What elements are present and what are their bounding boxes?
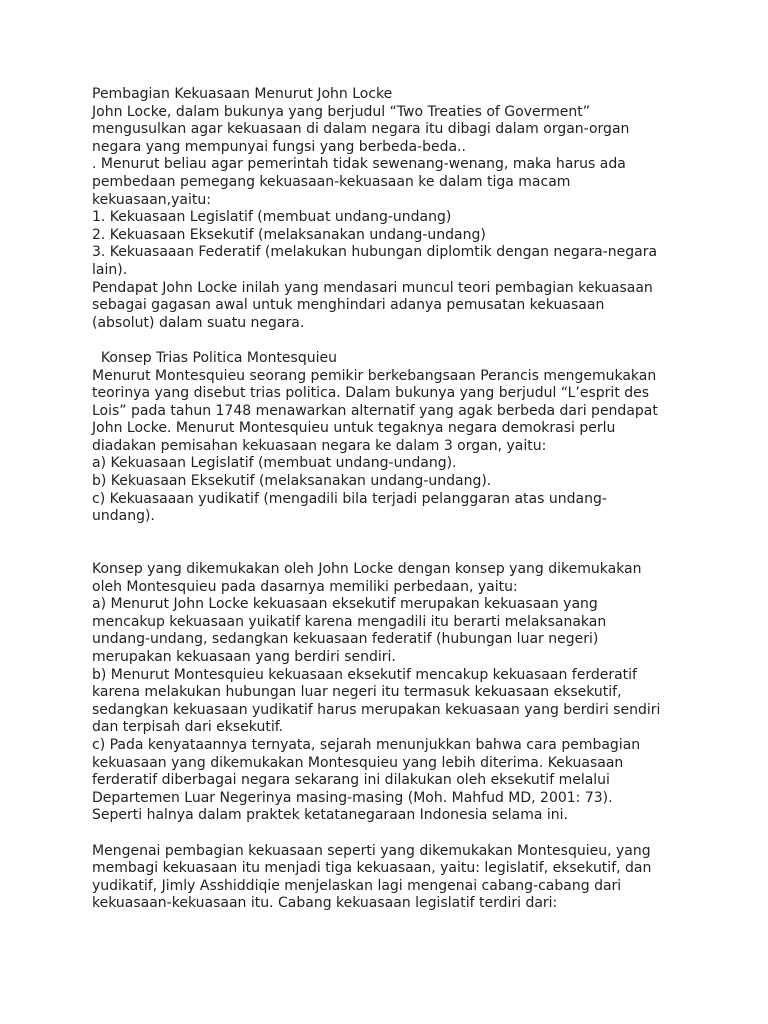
list-item: 2. Kekuasaan Eksekutif (melaksanakan undang-undang) [92,226,486,243]
list-item: undang-undang, sedangkan kekuasaan federatif (hubungan luar negeri) [92,631,599,648]
paragraph-line: Konsep yang dikemukakan oleh John Locke dengan konsep yang dikemukakan [92,561,642,578]
paragraph-line: Lois” pada tahun 1748 menawarkan alternatif yang agak berbeda dari pendapat [92,402,658,419]
list-item: 3. Kekuasaaan Federatif (melakukan hubungan diplomtik dengan negara-negara [92,244,658,261]
list-item: c) Kekuasaaan yudikatif (mengadili bila terjadi pelanggaran atas undang- [92,490,607,507]
list-item: b) Menurut Montesquieu kekuasaan eksekutif mencakup kekuasaan ferderatif [92,666,637,683]
list-item: dan terpisah dari eksekutif. [92,719,284,736]
paragraph-line: teorinya yang disebut trias politica. Dalam bukunya yang berjudul “L’esprit des [92,385,650,402]
paragraph-line: John Locke, dalam bukunya yang berjudul “Two Treaties of Goverment” [92,103,590,120]
list-item: Seperti halnya dalam praktek ketatanegaraan Indonesia selama ini. [92,807,568,824]
paragraph-line: oleh Montesquieu pada dasarnya memiliki perbedaan, yaitu: [92,578,518,595]
list-item: 1. Kekuasaan Legislatif (membuat undang-undang) [92,209,452,226]
list-item: sedangkan kekuasaan yudikatif harus merupakan kekuasaan yang berdiri sendiri [92,701,661,718]
paragraph-line: . Menurut beliau agar pemerintah tidak sewenang-wenang, maka harus ada [92,156,626,173]
blank-line [92,332,682,350]
blank-line [92,825,682,843]
paragraph-line: (absolut) dalam suatu negara. [92,314,305,331]
paragraph-line: Pendapat John Locke inilah yang mendasari muncul teori pembagian kekuasaan [92,279,653,296]
list-item: karena melakukan hubungan luar negeri itu termasuk kekuasaan eksekutif, [92,684,622,701]
blank-line [92,526,682,544]
list-item: Departemen Luar Negerinya masing-masing (Moh. Mahfud MD, 2001: 73). [92,789,613,806]
list-item: a) Menurut John Locke kekuasaan eksekutif merupakan kekuasaan yang [92,596,598,613]
list-item: mencakup kekuasaan yuikatif karena mengadili itu berarti melaksanakan [92,613,607,630]
blank-line [92,543,682,561]
list-item: a) Kekuasaan Legislatif (membuat undang-undang). [92,455,457,472]
paragraph-line: mengusulkan agar kekuasaan di dalam negara itu dibagi dalam organ-organ [92,121,630,138]
paragraph-line: negara yang mempunyai fungsi yang berbeda-beda.. [92,138,466,155]
section-title-trias-politica: Konsep Trias Politica Montesquieu [92,349,337,366]
paragraph-line: pembedaan pemegang kekuasaan-kekuasaan ke dalam tiga macam [92,173,571,190]
paragraph-line: sebagai gagasan awal untuk menghindari adanya pemusatan kekuasaan [92,297,605,314]
paragraph-line: John Locke. Menurut Montesquieu untuk tegaknya negara demokrasi perlu [92,420,616,437]
list-item: c) Pada kenyataannya ternyata, sejarah menunjukkan bahwa cara pembagian [92,736,641,753]
list-item: kekuasaan yang dikemukakan Montesquieu yang lebih diterima. Kekuasaan [92,754,624,771]
paragraph-line: kekuasaan,yaitu: [92,191,211,208]
list-item: merupakan kekuasaan yang berdiri sendiri. [92,649,396,665]
paragraph-line: diadakan pemisahan kekuasaan negara ke dalam 3 organ, yaitu: [92,437,547,454]
paragraph-line: membagi kekuasaan itu menjadi tiga kekuasaan, yaitu: legislatif, eksekutif, dan [92,860,652,877]
paragraph-line: yudikatif, Jimly Asshiddiqie menjelaskan lagi mengenai cabang-cabang dari [92,877,622,894]
list-item: undang). [92,508,155,525]
paragraph-line: Menurut Montesquieu seorang pemikir berkebangsaan Perancis mengemukakan [92,367,657,384]
section-title-john-locke: Pembagian Kekuasaan Menurut John Locke [92,86,393,102]
document-body [92,86,682,913]
paragraph-line: kekuasaan-kekuasaan itu. Cabang kekuasaan legislatif terdiri dari: [92,895,558,912]
list-item: lain). [92,261,128,278]
paragraph-line: Mengenai pembagian kekuasaan seperti yang dikemukakan Montesquieu, yang [92,842,651,859]
list-item: ferderatif diberbagai negara sekarang ini dilakukan oleh eksekutif melalui [92,772,610,789]
list-item: b) Kekuasaan Eksekutif (melaksanakan undang-undang). [92,473,492,490]
